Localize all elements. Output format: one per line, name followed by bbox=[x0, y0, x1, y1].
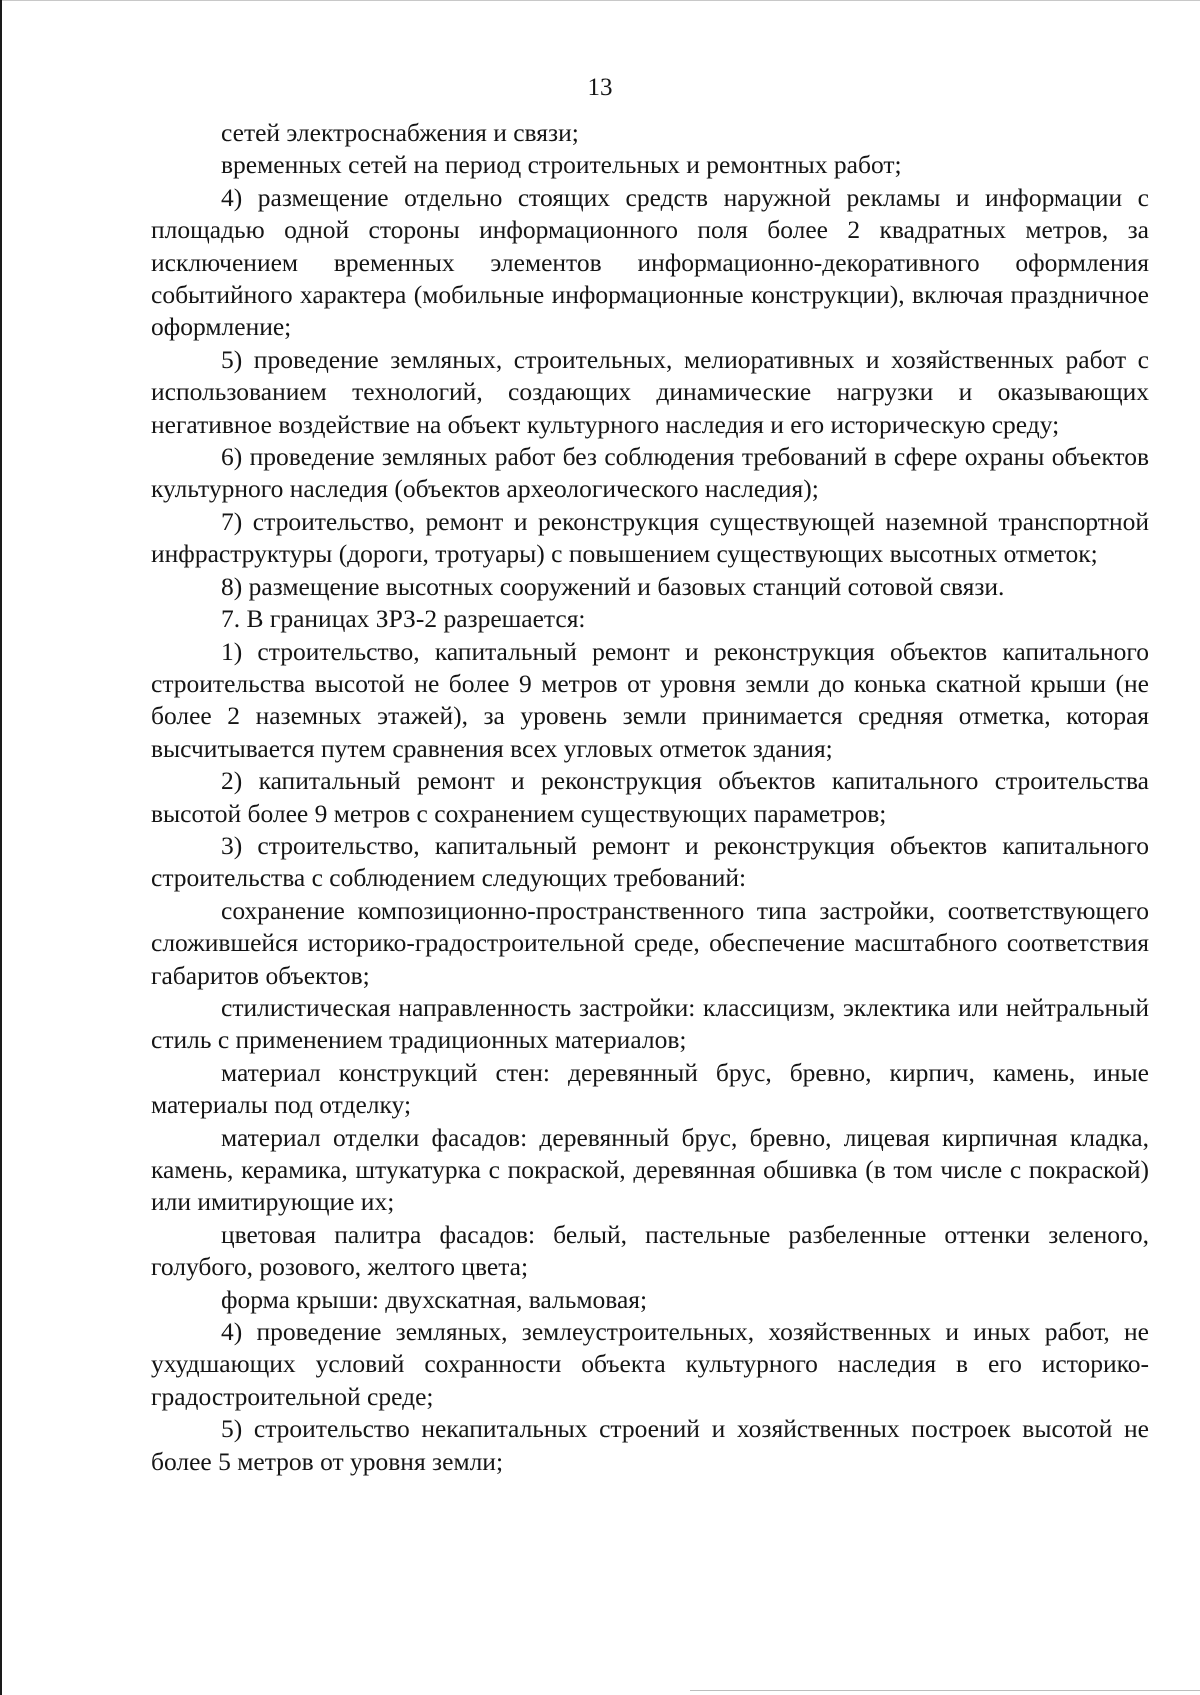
scan-edge-top bbox=[0, 0, 1200, 1]
paragraph: 8) размещение высотных сооружений и базовых станций сотовой связи. bbox=[221, 571, 1005, 601]
paragraph: материал отделки фасадов: деревянный брус, бревно, лицевая кирпичная кладка, камень, керамика, штукатурка с покраской, деревянная обшивка (в том числе с покраской) или имитирующие их; bbox=[151, 1122, 1149, 1217]
paragraph: цветовая палитра фасадов: белый, пастельные разбеленные оттенки зеленого, голубого, розового, желтого цвета; bbox=[151, 1219, 1149, 1282]
paragraph: 5) проведение земляных, строительных, мелиоративных и хозяйственных работ с использованием технологий, создающих динамические нагрузки и оказывающих негативное воздействие на объект культурного наследия и его историческую среду; bbox=[151, 344, 1149, 439]
paragraph: форма крыши: двухскатная, вальмовая; bbox=[221, 1284, 648, 1314]
paragraph: 3) строительство, капитальный ремонт и реконструкция объектов капитального строительства с соблюдением следующих требований: bbox=[151, 830, 1149, 893]
paragraph: 4) размещение отдельно стоящих средств наружной рекламы и информации с площадью одной стороны информационного поля более 2 квадратных метров, за исключением временных элементов информационно-декоративного оформления событийного характера (мобильные информационные конструкции), включая праздничное оформление; bbox=[151, 182, 1149, 342]
paragraph: 7. В границах ЗРЗ-2 разрешается: bbox=[221, 604, 586, 634]
paragraph: 7) строительство, ремонт и реконструкция существующей наземной транспортной инфраструктуры (дороги, тротуары) с повышением существующих высотных отметок; bbox=[151, 506, 1149, 569]
paragraph: временных сетей на период строительных и ремонтных работ; bbox=[221, 150, 902, 180]
scan-edge-left bbox=[0, 0, 2, 1695]
paragraph: 6) проведение земляных работ без соблюдения требований в сфере охраны объектов культурного наследия (объектов археологического наследия); bbox=[151, 442, 1149, 504]
paragraph: стилистическая направленность застройки: классицизм, эклектика или нейтральный стиль с применением традиционных материалов; bbox=[151, 992, 1149, 1055]
paragraph: материал конструкций стен: деревянный брус, бревно, кирпич, камень, иные материалы под отделку; bbox=[151, 1057, 1149, 1120]
paragraph: сетей электроснабжения и связи; bbox=[221, 118, 579, 147]
paragraph: 2) капитальный ремонт и реконструкция объектов капитального строительства высотой более 9 метров с сохранением существующих параметров; bbox=[151, 766, 1149, 828]
document-body bbox=[151, 117, 1149, 1478]
paragraph: сохранение композиционно-пространственного типа застройки, соответствующего сложившейся историко-градостроительной среде, обеспечение масштабного соответствия габаритов объектов; bbox=[151, 895, 1149, 990]
paragraph: 1) строительство, капитальный ремонт и реконструкция объектов капитального строительства высотой не более 9 метров от уровня земли до конька скатной крыши (не более 2 наземных этажей), за уровень земли принимается средняя отметка, которая высчитывается путем сравнения всех угловых отметок здания; bbox=[151, 636, 1149, 763]
paragraph: 4) проведение земляных, землеустроительных, хозяйственных и иных работ, не ухудшающих условий сохранности объекта культурного наследия в его историко-градостроительной среде; bbox=[151, 1317, 1149, 1411]
page-number: 13 bbox=[587, 74, 613, 101]
scan-edge-bottom bbox=[690, 1690, 1200, 1691]
paragraph: 5) строительство некапитальных строений и хозяйственных построек высотой не более 5 метров от уровня земли; bbox=[151, 1414, 1149, 1476]
